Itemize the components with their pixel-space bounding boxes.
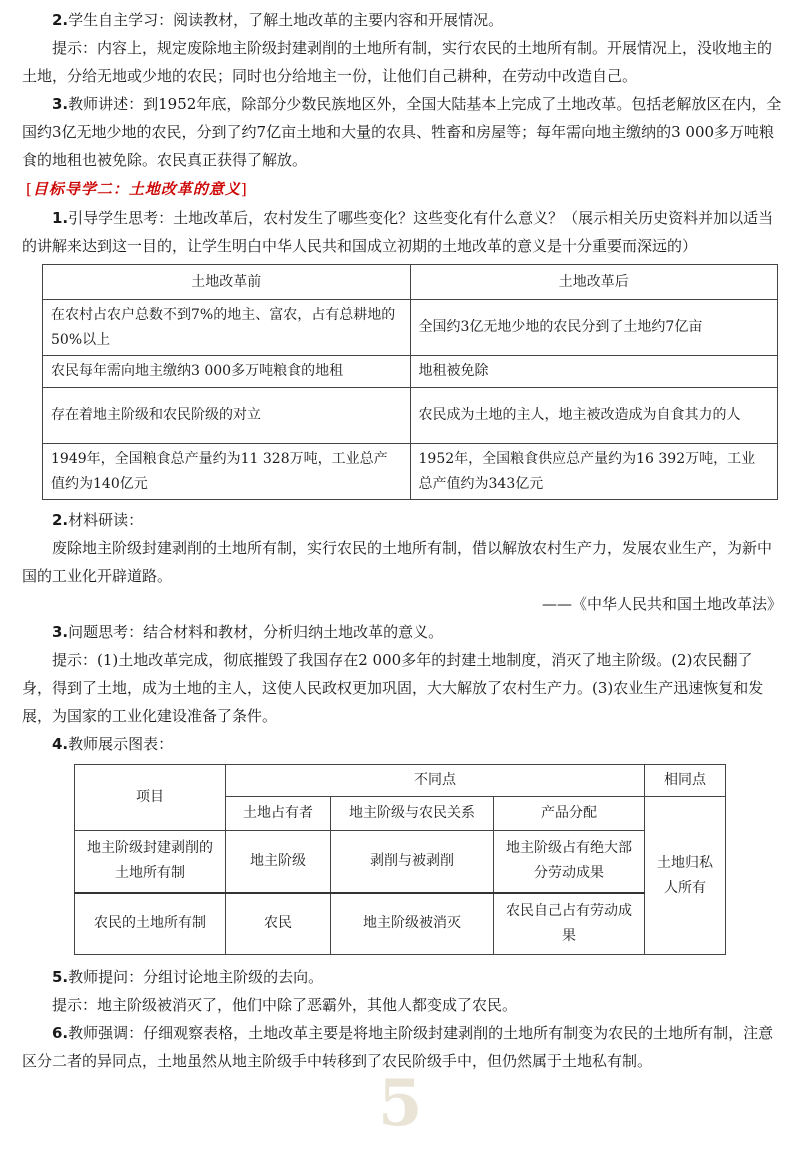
- table1-cell: 农民每年需向地主缴纳3 000多万吨粮食的地租: [43, 356, 411, 388]
- q4-text: 教师展示图表：: [68, 735, 174, 753]
- q2-text: 材料研读：: [68, 511, 144, 529]
- table2-cell: 农民: [226, 893, 331, 955]
- q1-paragraph: [22, 204, 782, 260]
- q5-number: 5.: [52, 968, 69, 986]
- table1-cell: 地租被免除: [410, 356, 778, 388]
- table1-header-before: 土地改革前: [43, 265, 411, 300]
- item3-number: 3.: [52, 95, 69, 113]
- page-number-watermark: 5: [378, 1066, 423, 1141]
- table1-header-after: 土地改革后: [410, 265, 778, 300]
- document-page: [22, 6, 782, 1075]
- table2-row-name: 地主阶级封建剥削的土地所有制: [75, 831, 226, 893]
- q5-hint: 提示：地主阶级被消灭了，他们中除了恶霸外，其他人都变成了农民。: [52, 996, 518, 1014]
- q3-paragraph: [22, 618, 782, 646]
- q5-text: 教师提问：分组讨论地主阶级的去向。: [68, 968, 324, 986]
- section-bracket-left: [: [26, 180, 33, 198]
- table-row: [43, 300, 778, 356]
- ownership-comparison-table: [74, 764, 726, 955]
- q6-number: 6.: [52, 1024, 69, 1042]
- table2-cell: 地主阶级占有绝大部分劳动成果: [494, 831, 645, 893]
- table2-header-row: [75, 765, 726, 797]
- table2-subheader: 产品分配: [494, 797, 645, 831]
- q2-quote-source: ——《中华人民共和国土地改革法》: [541, 595, 782, 613]
- table2-cell: 剥削与被剥削: [331, 831, 494, 893]
- q6-text: 教师强调：仔细观察表格，土地改革主要是将地主阶级封建剥削的土地所有制变为农民的土地所有制，注意区分二者的异同点，土地虽然从地主阶级手中转移到了农民阶级手中，但仍然属于土地私有制。: [22, 1024, 774, 1070]
- q1-text: 引导学生思考：土地改革后，农村发生了哪些变化？这些变化有什么意义？（展示相关历史资料并加以适当的讲解来达到这一目的，让学生明白中华人民共和国成立初期的土地改革的意义是十分重要而深远的）: [22, 209, 774, 255]
- table1-header-row: [43, 265, 778, 300]
- item2-text: 学生自主学习：阅读教材，了解土地改革的主要内容和开展情况。: [68, 11, 504, 29]
- table1-cell: 1952年，全国粮食供应总产量约为16 392万吨，工业总产值约为343亿元: [410, 444, 778, 500]
- table-row: [43, 444, 778, 500]
- q2-number: 2.: [52, 511, 69, 529]
- table2-header-same: 相同点: [645, 765, 726, 797]
- table1-cell: 全国约3亿无地少地的农民分到了土地约7亿亩: [410, 300, 778, 356]
- q6-paragraph: [22, 1019, 782, 1075]
- table-row: [75, 893, 726, 955]
- q3-hint: 提示：(1)土地改革完成，彻底摧毁了我国存在2 000多年的封建土地制度，消灭了地主阶级。(2)农民翻了身，得到了土地，成为土地的主人，这使人民政权更加巩固，大大解放了农村生产力。(3)农业生产迅速恢复和发展，为国家的工业化建设准备了条件。: [22, 651, 764, 725]
- table2-cell: 农民自己占有劳动成果: [494, 893, 645, 955]
- q4-paragraph: [22, 730, 782, 758]
- q5-paragraph: [22, 963, 782, 991]
- item2-paragraph: [22, 6, 782, 34]
- table-row: [75, 831, 726, 893]
- table2-subheader: 地主阶级与农民关系: [331, 797, 494, 831]
- q3-text: 问题思考：结合材料和教材，分析归纳土地改革的意义。: [68, 623, 444, 641]
- comparison-table-before-after: [42, 264, 778, 500]
- table2-cell: 地主阶级: [226, 831, 331, 893]
- q3-number: 3.: [52, 623, 69, 641]
- item3-paragraph: [22, 90, 782, 174]
- item2-hint: 提示：内容上，规定废除地主阶级封建剥削的土地所有制，实行农民的土地所有制。开展情况上，没收地主的土地，分给无地或少地的农民；同时也分给地主一份，让他们自己耕种，在劳动中改造自己。: [22, 39, 773, 85]
- q2-paragraph: [22, 506, 782, 534]
- table1-cell: 存在着地主阶级和农民阶级的对立: [43, 388, 411, 444]
- table2-row-name: 农民的土地所有制: [75, 893, 226, 955]
- table2-same-value: 土地归私人所有: [645, 797, 726, 955]
- table-row: [43, 356, 778, 388]
- item2-number: 2.: [52, 11, 69, 29]
- table1-cell: 农民成为土地的主人，地主被改造成为自食其力的人: [410, 388, 778, 444]
- q4-number: 4.: [52, 735, 69, 753]
- table2-header-diff: 不同点: [226, 765, 645, 797]
- section-bracket-right: ]: [240, 180, 248, 198]
- table2-cell: 地主阶级被消灭: [331, 893, 494, 955]
- table2-header-item: 项目: [75, 765, 226, 831]
- table1-cell: 1949年，全国粮食总产量约为11 328万吨，工业总产值约为140亿元: [43, 444, 411, 500]
- table-row: [43, 388, 778, 444]
- table1-cell: 在农村占农户总数不到7%的地主、富农，占有总耕地的50%以上: [43, 300, 411, 356]
- table2-subheader: 土地占有者: [226, 797, 331, 831]
- q2-quote: 废除地主阶级封建剥削的土地所有制，实行农民的土地所有制，借以解放农村生产力，发展农业生产，为新中国的工业化开辟道路。: [22, 539, 773, 585]
- section-title-text: 目标导学二：土地改革的意义: [32, 180, 241, 198]
- item3-text: 教师讲述：到1952年底，除部分少数民族地区外，全国大陆基本上完成了土地改革。包括老解放区在内，全国约3亿无地少地的农民，分到了约7亿亩土地和大量的农具、牲畜和房屋等；每年需向地主缴纳的3 000多万吨粮食的地租也被免除。农民真正获得了解放。: [22, 95, 782, 169]
- q1-number: 1.: [52, 209, 69, 227]
- section-title: [22, 176, 252, 202]
